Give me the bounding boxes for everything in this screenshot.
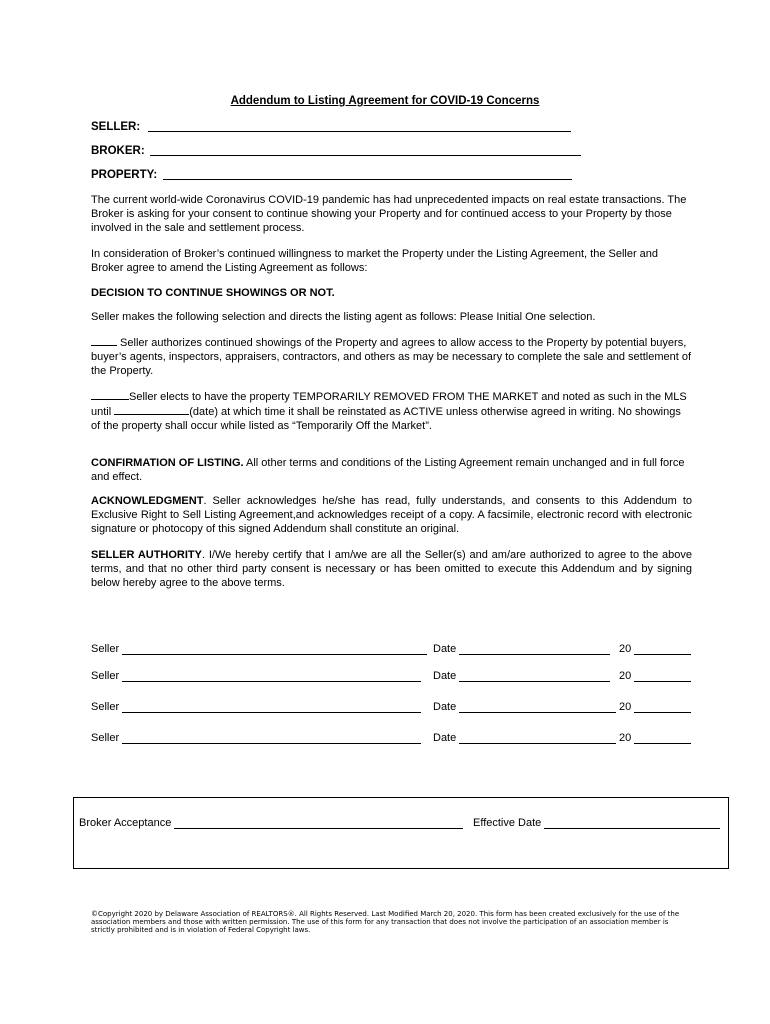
property-field-label: PROPERTY: (91, 169, 158, 181)
seller-authority-text: . I/We hereby certify that I am/we are all the Seller(s) and am/are authorized to agree to the above terms, and that no other third party consent is necessary or has been omitted to execute this Addendum and by signing below hereby agree to the above terms. (91, 549, 692, 589)
date-line-2[interactable] (459, 681, 610, 682)
seller-signature-label-2: Seller (91, 670, 120, 682)
mls-date-line[interactable] (114, 404, 189, 415)
date-line-3[interactable] (459, 712, 616, 713)
decision-heading: DECISION TO CONTINUE SHOWINGS OR NOT. (91, 287, 335, 299)
option2-text-b: (date) at which time it shall be reinstated as ACTIVE unless otherwise agreed in writing. No showings of the property shall occur while listed as “Temporarily Off the Market”. (91, 406, 681, 432)
date-label-1: Date (433, 643, 457, 655)
initials-line-option1[interactable] (91, 335, 117, 346)
year-prefix-3: 20 (619, 701, 632, 713)
seller-signature-label-3: Seller (91, 701, 120, 713)
year-prefix-2: 20 (619, 670, 632, 682)
year-line-1[interactable] (634, 654, 691, 655)
intro-paragraph: The current world-wide Coronavirus COVID-19 pandemic has had unprecedented impacts on real estate transactions. The Broker is asking for your consent to continue showing your Property and for continued access to your Property by those involved in the sale and settlement process. (91, 194, 687, 234)
date-label-2: Date (433, 670, 457, 682)
acknowledgment-text: . Seller acknowledges he/she has read, fully understands, and consents to this Addendum to Exclusive Right to Sell Listing Agreement,and acknowledges receipt of a copy. A facsimile, electronic record with electronic signature or photocopy of this signed Addendum shall constitute an original. (91, 495, 692, 535)
acknowledgment-paragraph (91, 494, 692, 536)
date-label-4: Date (433, 732, 457, 744)
initials-line-option2[interactable] (91, 389, 129, 400)
date-label-3: Date (433, 701, 457, 713)
seller-field-line[interactable] (148, 131, 571, 132)
acknowledgment-heading: ACKNOWLEDGMENT (91, 495, 204, 507)
option1-text: Seller authorizes continued showings of the Property and agrees to allow access to the Property by potential buyers, buyer’s agents, inspectors, appraisers, contractors, and others as may be necessary to complete the sale and settlement of the Property. (91, 337, 692, 377)
broker-acceptance-label: Broker Acceptance (79, 817, 172, 829)
option2-text-a: Seller elects to have the property TEMPORARILY REMOVED FROM THE MARKET and noted as such in the MLS until (91, 391, 687, 418)
option-temporarily-removed (91, 389, 692, 433)
year-prefix-4: 20 (619, 732, 632, 744)
copyright-notice: ©Copyright 2020 by Delaware Association of REALTORS®. All Rights Reserved. Last Modified March 20, 2020. This form has been created exclusively for the use of the association members and those with written permission. The use of this form for any transaction that does not involve the participation of an association member is strictly prohibited and is in violation of Federal Copyright laws. (91, 910, 680, 934)
consideration-paragraph: In consideration of Broker’s continued willingness to market the Property under the Listing Agreement, the Seller and Broker agree to amend the Listing Agreement as follows: (91, 248, 659, 274)
broker-acceptance-line[interactable] (174, 828, 463, 829)
confirmation-text: All other terms and conditions of the Listing Agreement remain unchanged and in full force and effect. (91, 457, 685, 483)
year-line-3[interactable] (634, 712, 691, 713)
confirmation-paragraph (91, 456, 692, 484)
seller-signature-line-4[interactable] (122, 743, 421, 744)
year-prefix-1: 20 (619, 643, 632, 655)
seller-field-label: SELLER: (91, 121, 141, 133)
broker-acceptance-box (73, 797, 729, 869)
year-line-2[interactable] (634, 681, 691, 682)
seller-signature-line-2[interactable] (122, 681, 421, 682)
property-field-line[interactable] (163, 179, 572, 180)
option-continue-showings (91, 335, 692, 378)
effective-date-line[interactable] (544, 828, 720, 829)
date-line-4[interactable] (459, 743, 616, 744)
seller-signature-label-4: Seller (91, 732, 120, 744)
broker-field-label: BROKER: (91, 145, 145, 157)
broker-field-line[interactable] (150, 155, 581, 156)
confirmation-heading: CONFIRMATION OF LISTING. (91, 457, 244, 469)
seller-signature-label-1: Seller (91, 643, 120, 655)
selection-instruction: Seller makes the following selection and directs the listing agent as follows: Please Initial One selection. (91, 311, 596, 323)
seller-signature-line-3[interactable] (122, 712, 421, 713)
document-title: Addendum to Listing Agreement for COVID-19 Concerns (230, 95, 540, 107)
seller-authority-heading: SELLER AUTHORITY (91, 549, 202, 561)
seller-signature-line-1[interactable] (122, 654, 427, 655)
effective-date-label: Effective Date (473, 817, 542, 829)
year-line-4[interactable] (634, 743, 691, 744)
date-line-1[interactable] (459, 654, 610, 655)
seller-authority-paragraph (91, 548, 692, 590)
